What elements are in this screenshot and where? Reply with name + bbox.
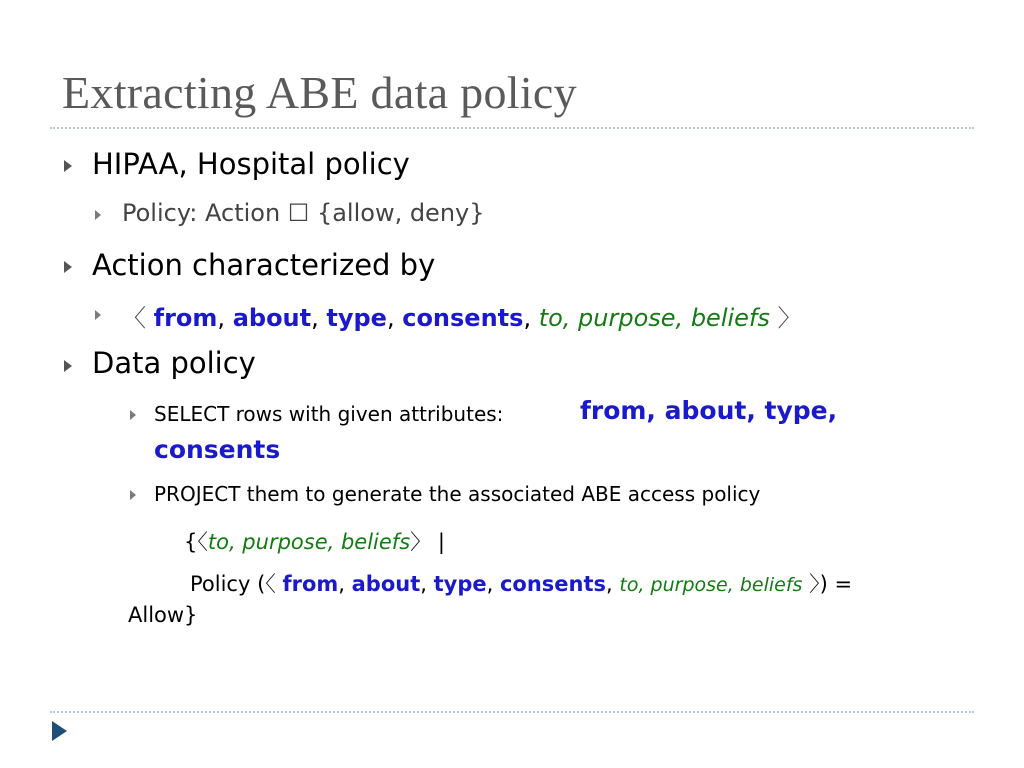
select-text: SELECT rows with given attributes: [154, 402, 504, 426]
sub-bullet-triangle-icon [130, 490, 136, 500]
policy-line [190, 568, 852, 598]
set-line [184, 526, 445, 556]
set-close: 〉 | [410, 530, 445, 554]
next-slide-arrow-icon[interactable] [52, 721, 67, 741]
comma: , [486, 572, 500, 596]
set-italic: to, purpose, beliefs [207, 530, 411, 554]
comma: , [606, 572, 620, 596]
attr-rest: to, purpose, beliefs [538, 304, 770, 332]
bullet-triangle-icon [64, 160, 72, 172]
sub-bullet-policy: Policy: Action ☐ {allow, deny} [122, 199, 485, 227]
comma: , [311, 304, 327, 332]
action-attributes [122, 298, 802, 333]
attr-consents: consents [402, 304, 524, 332]
comma: , [420, 572, 434, 596]
select-attrs-line2: consents [154, 435, 281, 464]
set-open: {〈 [184, 530, 208, 554]
comma: , [338, 572, 352, 596]
policy-suffix: 〉) = [802, 572, 853, 596]
project-text: PROJECT them to generate the associated ABE access policy [154, 482, 761, 506]
sub-bullet-triangle-icon [95, 210, 101, 220]
attr-type: type [326, 304, 387, 332]
comma: , [523, 304, 539, 332]
close-angle: 〉 [769, 304, 802, 332]
select-attrs-line1: from, about, type, [580, 396, 838, 425]
bullet-hipaa: HIPAA, Hospital policy [92, 147, 410, 181]
footer-divider [50, 711, 974, 713]
bullet-triangle-icon [64, 360, 72, 372]
slide-title: Extracting ABE data policy [62, 67, 577, 118]
allow-line: Allow} [128, 603, 198, 627]
sub-bullet-triangle-icon [130, 410, 136, 420]
policy-from: from [282, 572, 339, 596]
policy-type: type [433, 572, 487, 596]
title-divider [50, 127, 974, 129]
open-angle: 〈 [122, 304, 154, 332]
comma: , [386, 304, 403, 332]
policy-prefix: Policy (〈 [190, 572, 283, 596]
policy-consents: consents [499, 572, 607, 596]
policy-about: about [351, 572, 421, 596]
comma: , [217, 304, 233, 332]
policy-rest: to, purpose, beliefs [619, 574, 803, 596]
bullet-action: Action characterized by [92, 248, 436, 282]
bullet-triangle-icon [64, 261, 72, 273]
bullet-data-policy: Data policy [92, 346, 256, 380]
attr-about: about [232, 304, 312, 332]
attr-from: from [153, 304, 218, 332]
sub-bullet-triangle-icon [95, 310, 101, 320]
